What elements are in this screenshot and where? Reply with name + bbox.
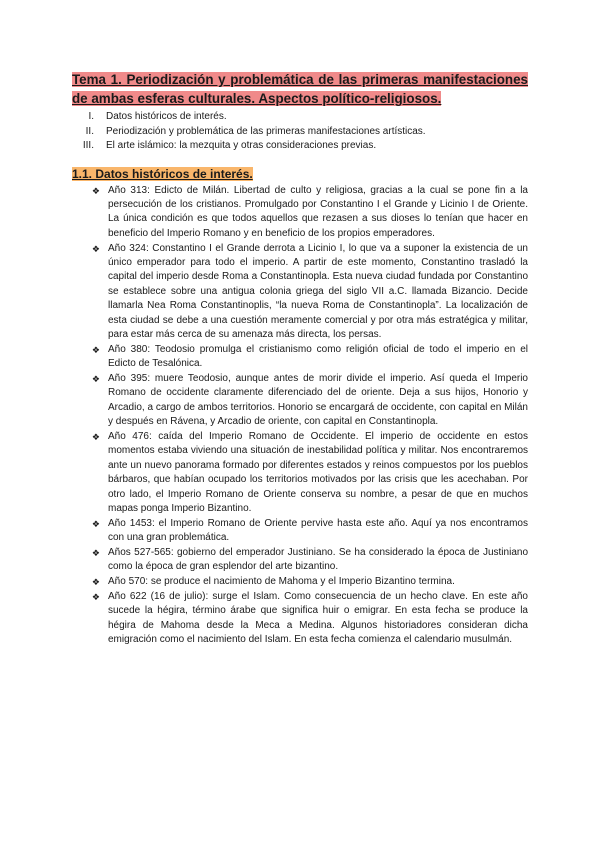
- diamond-bullet-icon: ❖: [91, 344, 100, 355]
- event-text: Año 313: Edicto de Milán. Libertad de culto y religiosa, gracias a la cual se pone fin a la persecución de los cristianos. Promulgado por Constantino I el Grande y Licinio I de Oriente. La única condición es que todos aquellos que rezasen a sus dioses lo tenían que hacer en beneficio del Imperio Romano y en beneficio de los propios emperadores.: [108, 184, 528, 239]
- list-item: [72, 590, 528, 648]
- list-item: [72, 546, 528, 575]
- document-title: [72, 70, 528, 108]
- event-text: Año 324: Constantino I el Grande derrota a Licinio I, lo que va a suponer la existencia de un único emperador para todo el imperio. A partir de este momento, Constantino trasladó la capital del imperio desde Roma a Constantinopla. Esta nueva ciudad fundada por Constantino se establece sobre una antigua colonia griega del siglo VII a.C. llamada Bizancio. Decide llamarla Nea Roma Constantinoplis, “la nueva Roma de Constantinopla”. La localización de esta ciudad se debe a una cuestión meramente comercial y por otra más estratégica y militar, para estar más cerca de su amenaza más directa, los persas.: [108, 242, 528, 340]
- diamond-bullet-icon: ❖: [91, 243, 100, 254]
- list-item: [72, 430, 528, 516]
- toc-item: [72, 125, 528, 140]
- section-heading-highlight: 1.1. Datos históricos de interés.: [72, 166, 253, 181]
- diamond-bullet-icon: ❖: [91, 592, 100, 602]
- event-text: Años 527-565: gobierno del emperador Justiniano. Se ha considerado la época de Justiniano como la época de gran esplendor del arte bizantino.: [108, 547, 528, 573]
- list-item: [72, 575, 528, 589]
- list-item: [72, 517, 528, 546]
- diamond-bullet-icon: ❖: [91, 373, 100, 384]
- toc-item: [72, 110, 528, 125]
- table-of-contents: [72, 110, 528, 154]
- toc-text: Periodización y problemática de las primeras manifestaciones artísticas.: [106, 125, 426, 137]
- list-item: [72, 343, 528, 372]
- section-heading: [72, 166, 528, 182]
- list-item: [72, 184, 528, 242]
- toc-text: Datos históricos de interés.: [106, 111, 227, 122]
- diamond-bullet-icon: ❖: [91, 577, 100, 588]
- diamond-bullet-icon: ❖: [91, 431, 100, 442]
- diamond-bullet-icon: ❖: [91, 185, 100, 196]
- toc-item: [72, 139, 528, 154]
- event-text: Año 395: muere Teodosio, aunque antes de morir divide el imperio. Así queda el Imperio Romano de occidente claramente diferenciado del de oriente. Deja a sus hijos, Honorio y Arcadio, a cargo de ambos territorios. Honorio se encargará de occidente, con capital en Milán y después en Rávena, y Arcadio de oriente, con capital en Constantinopla.: [108, 372, 528, 428]
- diamond-bullet-icon: ❖: [91, 518, 100, 529]
- event-text: Año 570: se produce el nacimiento de Mahoma y el Imperio Bizantino termina.: [108, 576, 455, 588]
- event-text: Año 1453: el Imperio Romano de Oriente pervive hasta este año. Aquí ya nos encontramos con una gran problemática.: [108, 517, 528, 544]
- event-text: Año 622 (16 de julio): surge el Islam. Como consecuencia de un hecho clave. En este año sucede la hégira, término árabe que significa huir o emigrar. En esta fecha se produce la hégira de Mahoma desde la Meca a Medina. Algunos historiadores consideran dicha emigración como el nacimiento del Islam. En esta fecha comienza el calendario musulmán.: [108, 591, 528, 646]
- toc-number: I.: [88, 111, 94, 122]
- title-highlight: Tema 1. Periodización y problemática de las primeras manifestaciones de ambas esferas culturales. Aspectos político-religiosos.: [72, 72, 528, 106]
- event-text: Año 380: Teodosio promulga el cristianismo como religión oficial de todo el imperio en el Edicto de Tesalónica.: [108, 343, 528, 370]
- toc-number: II.: [85, 125, 94, 137]
- toc-text: El arte islámico: la mezquita y otras consideraciones previas.: [106, 140, 377, 151]
- list-item: [72, 372, 528, 430]
- diamond-bullet-icon: ❖: [91, 548, 100, 558]
- event-text: Año 476: caída del Imperio Romano de Occidente. El imperio de occidente en estos momentos estaba viviendo una situación de inestabilidad política y militar. Nos encontraremos ante un nuevo panorama formado por diferentes estados y reinos compuestos por los pueblos bárbaros, que habían ocupado los territorios motivados por las crisis que les acechaban. Por otro lado, el Imperio Romano de Oriente conserva su nombre, a pesar de que en muchos mapas ponga Imperio Bizantino.: [108, 430, 528, 514]
- list-item: [72, 242, 528, 343]
- toc-number: III.: [82, 140, 94, 151]
- events-list: [72, 184, 528, 648]
